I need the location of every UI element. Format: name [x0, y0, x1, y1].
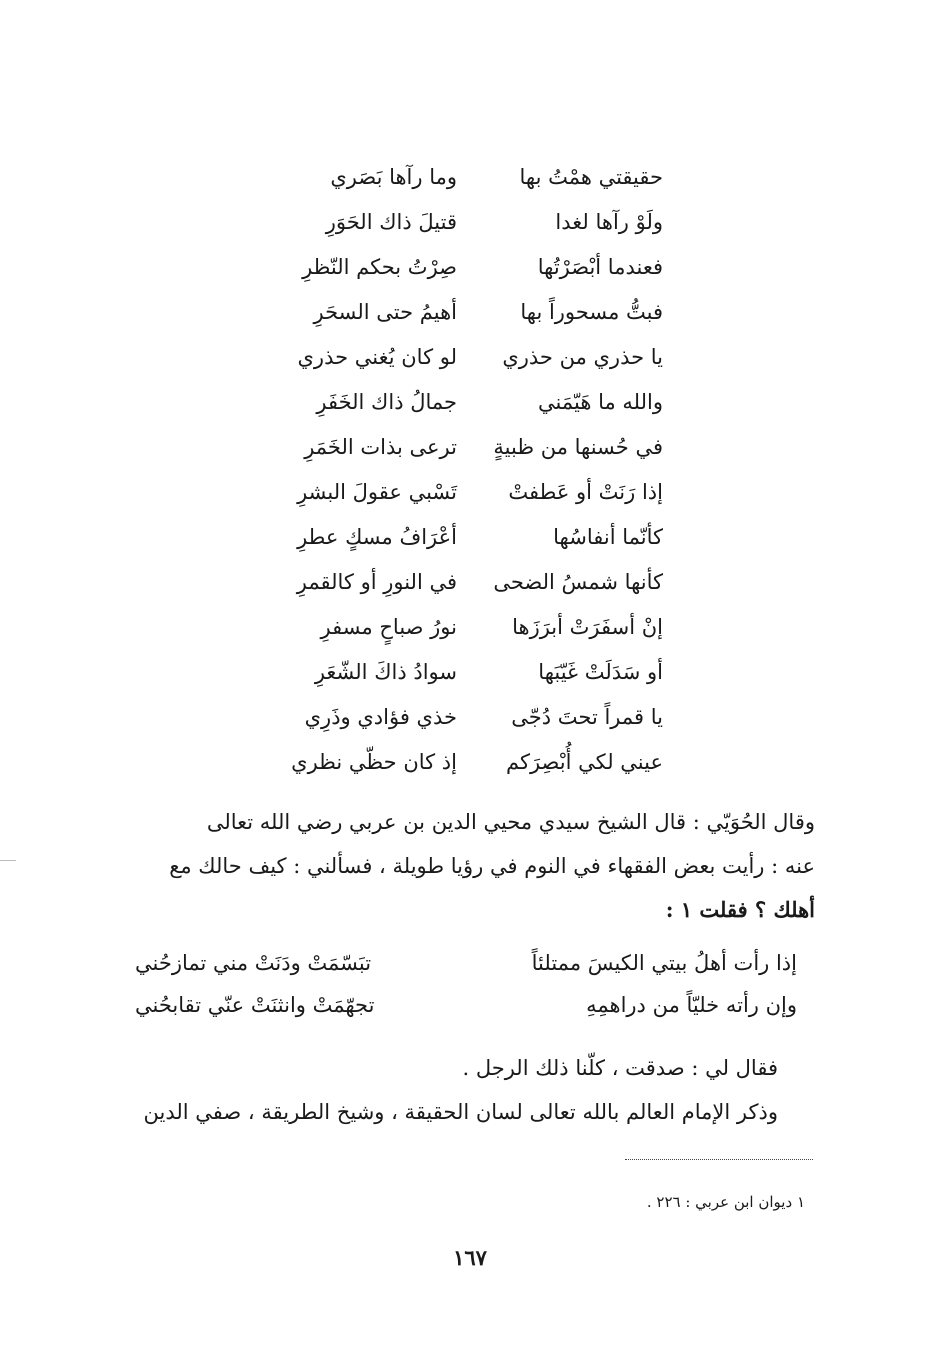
verse-second-hemistich: تبَسّمَتْ ودَنَتْ مني تمازحُني	[135, 951, 372, 975]
margin-mark	[0, 860, 16, 861]
verse-first-hemistich: وإن رأته خليّاً من دراهمِهِ	[586, 993, 797, 1017]
poem-couplet	[255, 155, 675, 200]
poem-couplet	[255, 290, 675, 335]
poem-couplet	[255, 560, 675, 605]
poem-couplet	[255, 740, 675, 785]
verse-first-hemistich: يا قمراً تحتَ دُجّى	[511, 705, 663, 729]
page-number: ١٦٧	[453, 1245, 487, 1270]
verse-first-hemistich: كأنّما أنفاسُها	[553, 525, 663, 549]
verse-first-hemistich: إذا رأت أهلُ بيتي الكيسَ ممتلئاً	[531, 951, 797, 975]
verse-first-hemistich: حقيقتي همْتُ بها	[519, 165, 663, 189]
prose-line: أهلك ؟ فقلت ١ :	[665, 897, 815, 922]
verse-second-hemistich: أعْرَافُ مسكٍ عطرِ	[297, 525, 457, 549]
verse-first-hemistich: فعندما أبْصَرْتُها	[537, 255, 663, 279]
verse-first-hemistich: كأنها شمسُ الضحى	[493, 570, 663, 594]
prose-line: وذكر الإمام العالم بالله تعالى لسان الحقيقة ، وشيخ الطريقة ، صفي الدين	[143, 1100, 778, 1124]
poem-couplet	[125, 942, 797, 984]
poem-couplet	[255, 200, 675, 245]
verse-second-hemistich: أهيمُ حتى السحَرِ	[313, 300, 457, 324]
footnote: ١ ديوان ابن عربي : ٢٢٦ .	[646, 1193, 805, 1211]
verse-second-hemistich: في النورِ أو كالقمرِ	[296, 570, 457, 594]
verse-first-hemistich: عيني لكي أُبْصِرَكم	[505, 750, 663, 774]
verse-second-hemistich: إذ كان حظّي نظري	[291, 750, 457, 774]
verse-second-hemistich: ترعى بذات الخَمَرِ	[304, 435, 457, 459]
poem-couplet	[255, 425, 675, 470]
prose-line: وقال الحُوَيّي : قال الشيخ سيدي محيي الدين بن عربي رضي الله تعالى	[206, 810, 815, 834]
poem-verses	[255, 155, 675, 785]
poem-couplet	[255, 515, 675, 560]
poem-couplet	[255, 335, 675, 380]
verse-second-hemistich: قتيلَ ذاك الحَوَرِ	[325, 210, 457, 234]
verse-first-hemistich: فبتُّ مسحوراً بها	[520, 300, 663, 324]
verse-second-hemistich: سوادُ ذاكَ الشّعَرِ	[314, 660, 457, 684]
poem-couplet	[255, 650, 675, 695]
poem-couplet	[255, 245, 675, 290]
verse-second-hemistich: صِرْتُ بحكم النّظرِ	[302, 255, 457, 279]
verse-first-hemistich: إنْ أسفَرَتْ أبرَزَها	[512, 615, 663, 639]
verse-second-hemistich: تجهّمَتْ وانثنَتْ عنّي تقابحُني	[135, 993, 375, 1017]
verse-first-hemistich: إذا رَنَتْ أو عَطفتْ	[508, 480, 663, 504]
prose-paragraph	[115, 800, 815, 932]
second-poem	[125, 942, 797, 1026]
poem-couplet	[255, 605, 675, 650]
prose-line: عنه : رأيت بعض الفقهاء في النوم في رؤيا طويلة ، فسألني : كيف حالك مع	[169, 854, 815, 878]
poem-couplet	[255, 380, 675, 425]
poem-couplet	[125, 984, 797, 1026]
verse-second-hemistich: وما رآها بَصَري	[330, 165, 457, 189]
verse-first-hemistich: في حُسنها من ظبيةٍ	[493, 435, 663, 459]
verse-first-hemistich: يا حذري من حذري	[502, 345, 663, 369]
verse-second-hemistich: لو كان يُغني حذري	[297, 345, 457, 369]
footnote-divider	[625, 1159, 813, 1160]
verse-second-hemistich: تَسْبي عقولَ البشرِ	[297, 480, 457, 504]
poem-couplet	[255, 470, 675, 515]
verse-second-hemistich: خذي فؤادي وذَرِي	[304, 705, 457, 729]
poem-couplet	[255, 695, 675, 740]
verse-first-hemistich: ولَوْ رآها لغدا	[555, 210, 663, 234]
prose-line: فقال لي : صدقت ، كلّنا ذلك الرجل .	[462, 1056, 778, 1080]
verse-first-hemistich: والله ما هَيّمَني	[538, 390, 663, 414]
verse-first-hemistich: أو سَدَلَتْ غَيّبَها	[538, 660, 663, 684]
verse-second-hemistich: نورُ صباحٍ مسفرِ	[320, 615, 457, 639]
verse-second-hemistich: جمالُ ذاك الخَفَرِ	[316, 390, 457, 414]
